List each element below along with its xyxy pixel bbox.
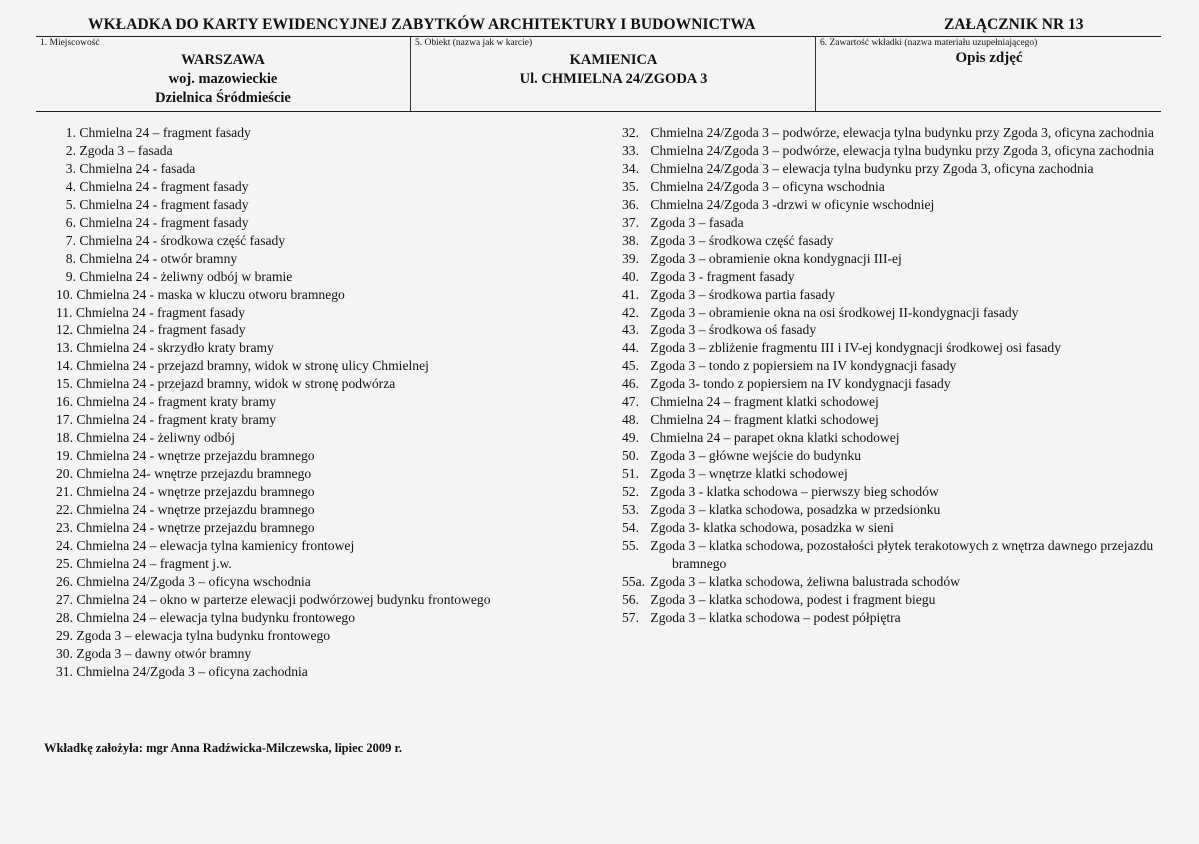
item-description: Chmielna 24 – fragment klatki schodowej xyxy=(650,412,879,428)
item-description: Zgoda 3 - fragment fasady xyxy=(650,268,795,284)
list-item xyxy=(56,304,622,322)
item-description: Zgoda 3- klatka schodowa, posadzka w sieni xyxy=(650,519,894,535)
item-number: 28. xyxy=(56,609,73,625)
item-description: Chmielna 24 - fragment fasady xyxy=(79,196,249,212)
location-voivodeship: woj. mazowieckie xyxy=(168,71,278,87)
location-column xyxy=(36,37,410,111)
item-number: 10. xyxy=(56,286,73,302)
item-description: Zgoda 3 – główne wejście do budynku xyxy=(650,448,862,464)
item-description: Zgoda 3 – elewacja tylna budynku frontowego xyxy=(76,627,331,643)
list-item: 46. Zgoda 3- tondo z popiersiem na IV kondygnacji fasady xyxy=(622,376,951,392)
item-description: Chmielna 24/Zgoda 3 – podwórze, elewacja tylna budynku przy Zgoda 3, oficyna zachodnia xyxy=(650,125,1154,140)
list-item: 37. Zgoda 3 – fasada xyxy=(622,214,744,230)
list-item: 49. Chmielna 24 – parapet okna klatki schodowej xyxy=(622,430,900,446)
list-item xyxy=(62,196,622,214)
list-item: 44. Zgoda 3 – zbliżenie fragmentu III i IV-ej kondygnacji środkowej osi fasady xyxy=(622,340,1061,356)
list-item xyxy=(56,411,622,429)
item-description: Chmielna 24 - fragment kraty bramy xyxy=(76,394,277,410)
item-number: 15. xyxy=(56,376,73,392)
item-description: Zgoda 3 – klatka schodowa – podest półpiętra xyxy=(650,609,901,625)
item-description: Zgoda 3 – środkowa partia fasady xyxy=(650,286,835,302)
list-item: 55. Zgoda 3 – klatka schodowa, pozostałości płytek terakotowych z wnętrza dawnego przejazdu bramnego xyxy=(622,537,1154,571)
item-description: Chmielna 24 - żeliwny odbój xyxy=(76,430,235,446)
list-item xyxy=(56,663,622,681)
item-number: 18. xyxy=(56,430,73,446)
item-description: Zgoda 3 – dawny otwór bramny xyxy=(76,645,252,661)
item-description: Chmielna 24 - fragment fasady xyxy=(79,214,249,230)
list-item xyxy=(56,429,622,447)
item-description: Chmielna 24 - wnętrze przejazdu bramnego xyxy=(76,502,315,518)
item-number: 7. xyxy=(65,232,76,248)
item-description: Zgoda 3 – klatka schodowa, pozostałości płytek terakotowych z wnętrza dawnego przejazdu bramnego xyxy=(650,537,1154,571)
item-number: 16. xyxy=(56,394,73,410)
item-number: 14. xyxy=(56,358,73,374)
list-item xyxy=(62,178,622,196)
list-item: 39. Zgoda 3 – obramienie okna kondygnacji III-ej xyxy=(622,250,902,266)
item-description: Chmielna 24 – elewacja tylna budynku frontowego xyxy=(76,609,356,625)
list-item: 40. Zgoda 3 - fragment fasady xyxy=(622,268,795,284)
list-item xyxy=(56,609,622,627)
item-description: Chmielna 24 - fragment kraty bramy xyxy=(76,412,277,428)
item-description: Chmielna 24 - żeliwny odbój w bramie xyxy=(79,268,293,284)
list-item: 56. Zgoda 3 – klatka schodowa, podest i fragment biegu xyxy=(622,591,936,607)
item-description: Chmielna 24/Zgoda 3 – podwórze, elewacja tylna budynku przy Zgoda 3, oficyna zachodnia xyxy=(650,142,1154,158)
list-item xyxy=(56,537,622,555)
item-description: Chmielna 24/Zgoda 3 – oficyna wschodnia xyxy=(76,573,311,589)
list-item xyxy=(56,465,622,483)
list-item: 54. Zgoda 3- klatka schodowa, posadzka w sieni xyxy=(622,519,894,535)
item-number: 8. xyxy=(65,250,76,266)
location-district: Dzielnica Śródmieście xyxy=(155,90,291,106)
list-item xyxy=(56,501,622,519)
item-description: Chmielna 24 - fasada xyxy=(79,160,196,176)
item-description: Zgoda 3 – obramienie okna na osi środkowej II-kondygnacji fasady xyxy=(650,304,1019,320)
item-description: Chmielna 24 - fragment fasady xyxy=(75,304,246,320)
item-number: 5. xyxy=(65,196,76,212)
list-item: 53. Zgoda 3 – klatka schodowa, posadzka w przedsionku xyxy=(622,502,941,518)
list-item xyxy=(62,160,622,178)
author-note: Wkładkę założyła: mgr Anna Radźwicka-Milczewska, lipiec 2009 r. xyxy=(44,741,402,755)
item-number: 11. xyxy=(56,304,73,320)
item-description: Chmielna 24 - otwór bramny xyxy=(79,250,238,266)
item-number: 19. xyxy=(56,448,73,464)
list-item xyxy=(56,591,622,609)
item-number: 4. xyxy=(65,178,76,194)
item-description: Chmielna 24 - wnętrze przejazdu bramnego xyxy=(76,484,315,500)
item-description: Zgoda 3- tondo z popiersiem na IV kondygnacji fasady xyxy=(650,376,951,392)
content-value: Opis zdjęć xyxy=(955,50,1023,66)
list-item xyxy=(56,483,622,501)
item-number: 25. xyxy=(56,555,73,571)
item-description: Zgoda 3 – tondo z popiersiem na IV kondygnacji fasady xyxy=(650,358,957,374)
list-item xyxy=(62,250,622,268)
item-description: Chmielna 24 - przejazd bramny, widok w stronę podwórza xyxy=(76,376,396,392)
item-description: Chmielna 24/Zgoda 3 – oficyna zachodnia xyxy=(76,663,308,679)
list-item: 45. Zgoda 3 – tondo z popiersiem na IV kondygnacji fasady xyxy=(622,358,957,374)
item-description: Zgoda 3 – klatka schodowa, posadzka w przedsionku xyxy=(650,502,941,518)
item-description: Chmielna 24 - wnętrze przejazdu bramnego xyxy=(76,448,315,464)
list-item: 33. Chmielna 24/Zgoda 3 – podwórze, elewacja tylna budynku przy Zgoda 3, oficyna zachodnia xyxy=(622,142,1154,158)
item-description: Zgoda 3 – zbliżenie fragmentu III i IV-ej kondygnacji środkowej osi fasady xyxy=(650,340,1061,356)
list-item: 41. Zgoda 3 – środkowa partia fasady xyxy=(622,286,835,302)
header-table xyxy=(36,36,1161,112)
object-type: KAMIENICA xyxy=(569,52,658,68)
list-item: 47. Chmielna 24 – fragment klatki schodowej xyxy=(622,394,879,410)
list-item: 42. Zgoda 3 – obramienie okna na osi środkowej II-kondygnacji fasady xyxy=(622,304,1019,320)
item-description: Zgoda 3 – środkowa część fasady xyxy=(650,232,834,248)
item-number: 20. xyxy=(56,466,73,482)
list-item xyxy=(56,286,622,304)
item-number: 13. xyxy=(56,340,73,356)
item-description: Chmielna 24- wnętrze przejazdu bramnego xyxy=(76,466,312,482)
list-item: 34. Chmielna 24/Zgoda 3 – elewacja tylna budynku przy Zgoda 3, oficyna zachodnia xyxy=(622,160,1094,176)
item-description: Zgoda 3 – fasada xyxy=(650,214,744,230)
item-number: 31. xyxy=(56,663,73,679)
object-column xyxy=(410,37,816,111)
list-item: 57. Zgoda 3 – klatka schodowa – podest półpiętra xyxy=(622,609,901,625)
list-item: 32. Chmielna 24/Zgoda 3 – podwórze, elewacja tylna budynku przy Zgoda 3, oficyna zachodnia xyxy=(622,125,1154,140)
item-description: Chmielna 24 - fragment fasady xyxy=(79,178,249,194)
item-description: Chmielna 24 – fragment j.w. xyxy=(76,555,232,571)
annex-number: ZAŁĄCZNIK NR 13 xyxy=(944,16,1084,33)
item-number: 17. xyxy=(56,412,73,428)
item-description: Zgoda 3 – obramienie okna kondygnacji III-ej xyxy=(650,250,902,266)
item-description: Zgoda 3 – klatka schodowa, podest i fragment biegu xyxy=(650,591,936,607)
list-item xyxy=(62,232,622,250)
list-item: 50. Zgoda 3 – główne wejście do budynku xyxy=(622,448,862,464)
list-item xyxy=(56,519,622,537)
document-title: WKŁADKA DO KARTY EWIDENCYJNEJ ZABYTKÓW ARCHITEKTURY I BUDOWNICTWA xyxy=(88,16,756,33)
list-item xyxy=(56,357,622,375)
list-item xyxy=(56,555,622,573)
item-number: 26. xyxy=(56,573,73,589)
item-description: Chmielna 24/Zgoda 3 – oficyna wschodnia xyxy=(650,178,885,194)
item-description: Chmielna 24/Zgoda 3 – elewacja tylna budynku przy Zgoda 3, oficyna zachodnia xyxy=(650,160,1094,176)
item-description: Chmielna 24 – fragment klatki schodowej xyxy=(650,394,879,410)
list-item: 43. Zgoda 3 – środkowa oś fasady xyxy=(622,322,817,338)
item-number: 30. xyxy=(56,645,73,661)
list-item: 48. Chmielna 24 – fragment klatki schodowej xyxy=(622,412,879,428)
item-number: 29. xyxy=(56,627,73,643)
item-description: Chmielna 24 - fragment fasady xyxy=(76,322,246,338)
list-item: 35. Chmielna 24/Zgoda 3 – oficyna wschodnia xyxy=(622,178,885,194)
item-number: 6. xyxy=(65,214,76,230)
list-item xyxy=(56,573,622,591)
list-item xyxy=(62,124,622,142)
list-item xyxy=(56,645,622,663)
list-item xyxy=(56,321,622,339)
photo-list-right xyxy=(622,124,1167,627)
item-description: Chmielna 24 – parapet okna klatki schodowej xyxy=(650,430,900,446)
item-number: 27. xyxy=(56,591,73,607)
item-description: Zgoda 3 – wnętrze klatki schodowej xyxy=(650,466,848,482)
list-item: 38. Zgoda 3 – środkowa część fasady xyxy=(622,232,834,248)
list-item: 52. Zgoda 3 - klatka schodowa – pierwszy bieg schodów xyxy=(622,484,939,500)
item-description: Chmielna 24 - przejazd bramny, widok w stronę ulicy Chmielnej xyxy=(76,358,429,374)
item-description: Chmielna 24 – fragment fasady xyxy=(79,125,251,140)
item-number: 21. xyxy=(56,484,73,500)
item-number: 22. xyxy=(56,502,73,518)
list-item: 36. Chmielna 24/Zgoda 3 -drzwi w oficynie wschodniej xyxy=(622,196,935,212)
item-description: Zgoda 3 – środkowa oś fasady xyxy=(650,322,817,338)
list-item xyxy=(62,142,622,160)
list-item xyxy=(56,627,622,645)
location-city: WARSZAWA xyxy=(181,52,265,68)
item-description: Zgoda 3 – klatka schodowa, żeliwna balustrada schodów xyxy=(650,573,960,589)
list-item: 55a. Zgoda 3 – klatka schodowa, żeliwna balustrada schodów xyxy=(622,573,960,589)
content-column xyxy=(815,37,1162,111)
object-label: 5. Obiekt (nazwa jak w karcie) xyxy=(415,38,533,48)
item-description: Chmielna 24 – okno w parterze elewacji podwórzowej budynku frontowego xyxy=(76,591,491,607)
item-number: 12. xyxy=(56,322,73,338)
item-number: 1. xyxy=(65,125,76,140)
list-item xyxy=(56,393,622,411)
item-description: Chmielna 24/Zgoda 3 -drzwi w oficynie wschodniej xyxy=(650,196,935,212)
location-label: 1. Miejscowość xyxy=(40,38,100,48)
item-description: Zgoda 3 – fasada xyxy=(79,142,173,158)
item-number: 23. xyxy=(56,519,73,535)
object-address: Ul. CHMIELNA 24/ZGODA 3 xyxy=(519,71,708,87)
list-item xyxy=(62,268,622,286)
list-item xyxy=(62,214,622,232)
photo-list-left xyxy=(56,124,622,681)
list-item: 51. Zgoda 3 – wnętrze klatki schodowej xyxy=(622,466,848,482)
content-label: 6. Zawartość wkładki (nazwa materiału uzupełniającego) xyxy=(820,38,1038,48)
item-number: 3. xyxy=(65,160,76,176)
item-number: 24. xyxy=(56,537,73,553)
item-description: Chmielna 24 - maska w kluczu otworu bramnego xyxy=(76,286,345,302)
list-item xyxy=(56,339,622,357)
item-description: Chmielna 24 - środkowa część fasady xyxy=(79,232,286,248)
item-number: 2. xyxy=(65,142,76,158)
item-description: Chmielna 24 - skrzydło kraty bramy xyxy=(76,340,274,356)
item-description: Zgoda 3 - klatka schodowa – pierwszy bieg schodów xyxy=(650,484,939,500)
list-item xyxy=(56,447,622,465)
item-description: Chmielna 24 – elewacja tylna kamienicy frontowej xyxy=(76,537,355,553)
item-description: Chmielna 24 - wnętrze przejazdu bramnego xyxy=(76,519,315,535)
item-number: 9. xyxy=(65,268,76,284)
list-item xyxy=(56,375,622,393)
